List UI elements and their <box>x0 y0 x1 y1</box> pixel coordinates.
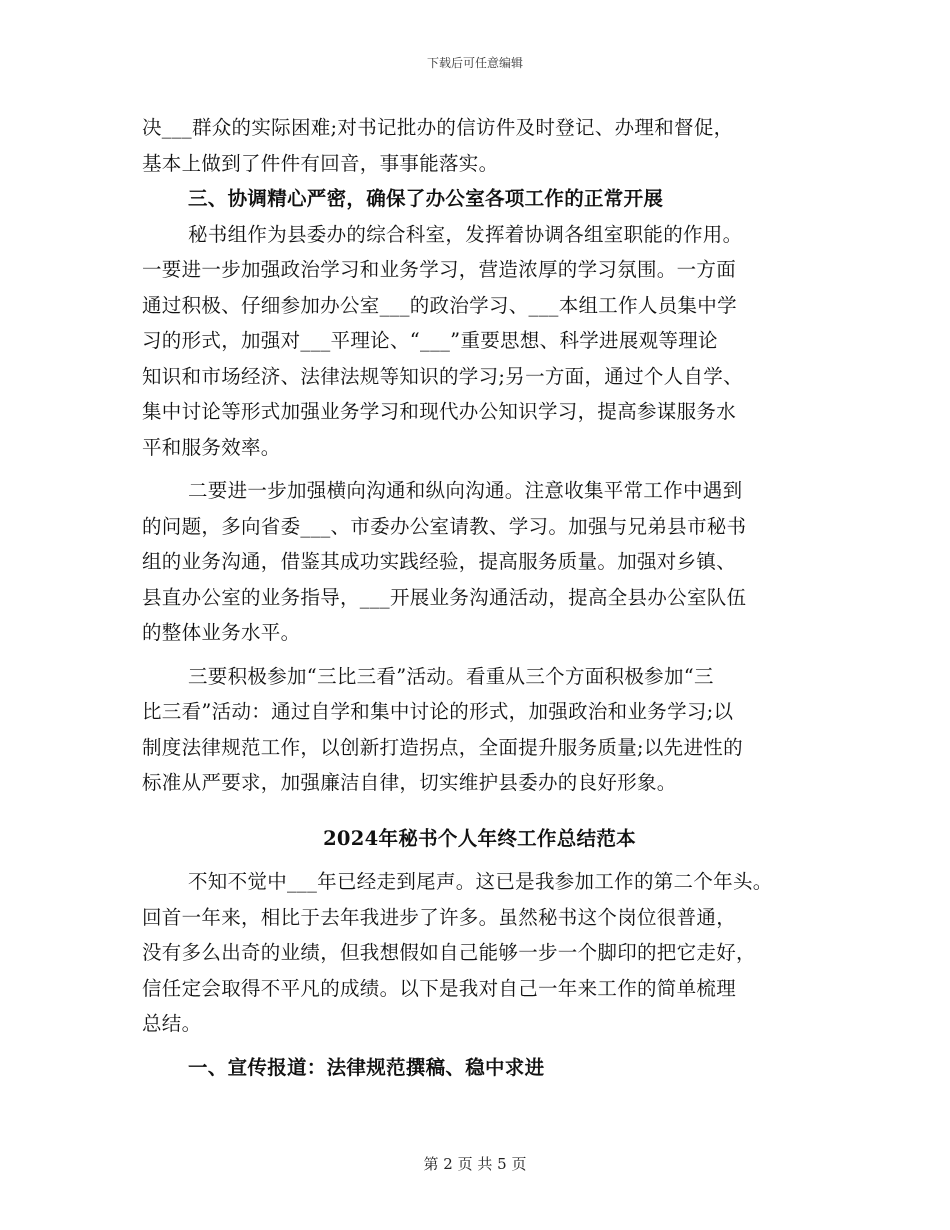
paragraph-line: 知识和市场经济、法律法规等知识的学习;另一方面，通过个人自学、 <box>142 364 743 388</box>
paragraph-line: 习的形式，加强对___平理论、“___”重要思想、科学进展观等理论 <box>142 329 718 352</box>
paragraph-line: 二要进一步加强横向沟通和纵向沟通。注意收集平常工作中遇到 <box>188 479 743 502</box>
paragraph-line: 没有多么出奇的业绩，但我想假如自己能够一步一个脚印的把它走好， <box>142 941 756 964</box>
section-heading: 一、宣传报道：法律规范撰稿、稳中求进 <box>188 1055 545 1079</box>
page-footer: 第 2 页 共 5 页 <box>423 1155 527 1173</box>
paragraph-line: 信任定会取得不平凡的成绩。以下是我对自己一年来工作的简单梳理 <box>142 976 737 1000</box>
paragraph-line: 的整体业务水平。 <box>142 621 301 644</box>
paragraph-line: 制度法律规范工作，以创新打造拐点，全面提升服务质量;以先进性的 <box>142 735 743 759</box>
paragraph-line: 决___群众的实际困难;对书记批办的信访件及时登记、办理和督促， <box>142 116 734 139</box>
paragraph-line: 平和服务效率。 <box>142 435 281 459</box>
paragraph-line: 不知不觉中___年已经走到尾声。这已是我参加工作的第二个年头。 <box>188 870 773 893</box>
document-title: 2024年秘书个人年终工作总结范本 <box>323 826 636 850</box>
paragraph-line: 县直办公室的业务指导，___开展业务沟通活动，提高全县办公室队伍 <box>142 585 747 609</box>
paragraph-line: 秘书组作为县委办的综合科室，发挥着协调各组室职能的作用。 <box>188 222 743 246</box>
paragraph-line: 总结。 <box>142 1012 202 1035</box>
paragraph-line: 集中讨论等形式加强业务学习和现代办公知识学习，提高参谋服务水 <box>142 400 737 423</box>
paragraph-line: 基本上做到了件件有回音，事事能落实。 <box>142 151 499 175</box>
paragraph-line: 标准从严要求，加强廉洁自律，切实维护县委办的良好形象。 <box>142 771 677 794</box>
paragraph-line: 组的业务沟通，借鉴其成功实践经验，提高服务质量。加强对乡镇、 <box>142 550 737 573</box>
paragraph-line: 三要积极参加“三比三看”活动。看重从三个方面积极参加“三 <box>188 664 714 688</box>
paragraph-line: 比三看”活动：通过自学和集中讨论的形式，加强政治和业务学习;以 <box>142 700 734 723</box>
paragraph-line: 一要进一步加强政治学习和业务学习，营造浓厚的学习氛围。一方面 <box>142 258 737 281</box>
paragraph-line: 通过积极、仔细参加办公室___的政治学习、___本组工作人员集中学 <box>142 293 737 317</box>
paragraph-line: 的问题，多向省委___、市委办公室请教、学习。加强与兄弟县市秘书 <box>142 514 747 538</box>
document-body <box>142 110 817 1085</box>
section-heading: 三、协调精心严密，确保了办公室各项工作的正常开展 <box>188 187 664 210</box>
paragraph-line: 回首一年来，相比于去年我进步了许多。虽然秘书这个岗位很普通， <box>142 905 737 929</box>
page-header: 下载后可任意编辑 <box>426 56 523 70</box>
